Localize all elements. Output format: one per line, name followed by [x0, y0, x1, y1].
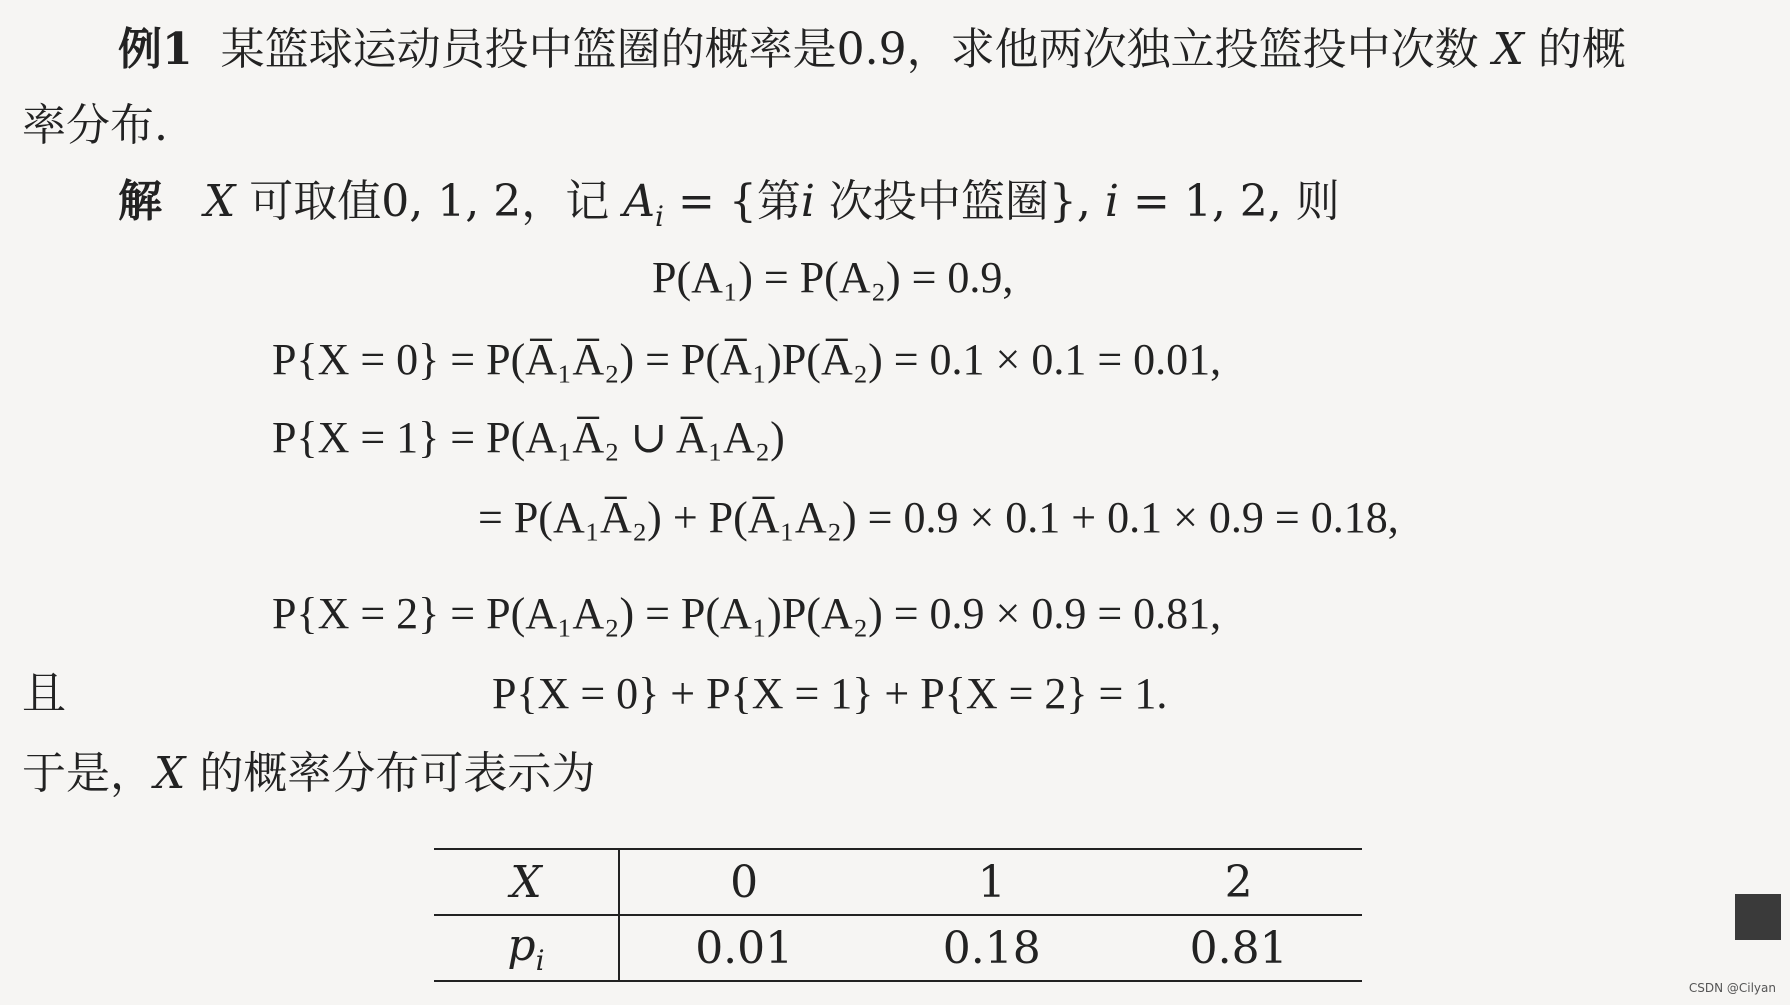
table-header-x: X [434, 849, 619, 915]
equation-5: P{X = 2} = P(A₁A₂) = P(A₁)P(A₂) = 0.9 × 0.9 = 0.81, [272, 589, 1222, 638]
table-header-p: $p_i$ [434, 915, 619, 981]
table-row [434, 915, 1362, 981]
problem-line-2 [22, 98, 168, 154]
solution-text: 可取值0, 1, 2，记 [249, 176, 610, 227]
index-i-2: i [1104, 176, 1119, 227]
solution-text-2: 次投中篮圈}, [828, 176, 1105, 227]
solution-line [118, 174, 1340, 245]
equation-3: P{X = 1} = P(A₁A̅₂ ∪ A̅₁A₂) [272, 413, 785, 462]
variable-x: X [1492, 24, 1524, 75]
conclusion-text: 于是， [22, 748, 154, 799]
qed-square-icon [1735, 894, 1781, 940]
table-row [434, 849, 1362, 915]
example-label: 例1 [118, 24, 193, 75]
equation-6: P{X = 0} + P{X = 1} + P{X = 2} = 1. [492, 669, 1168, 718]
solution-text-3: = 1, 2, 则 [1132, 176, 1340, 227]
equation-1: P(A₁) = P(A₂) = 0.9, [652, 253, 1014, 302]
conclusion-text-2: 的概率分布可表示为 [199, 748, 596, 799]
watermark: CSDN @Cilyan [1688, 981, 1776, 995]
table-cell: 0.01 [695, 922, 794, 974]
problem-text-end: 率分布. [22, 100, 168, 151]
equation-2: P{X = 0} = P(A̅₁A̅₂) = P(A̅₁)P(A̅₂) = 0.1 × 0.1 = 0.01, [272, 335, 1222, 384]
table-cell: 0.81 [1189, 922, 1288, 974]
variable-x: X [203, 176, 236, 227]
table-cell: 0.18 [942, 922, 1041, 974]
table-cell: 0 [619, 849, 868, 915]
problem-text-cont: 的概 [1537, 24, 1626, 75]
and-label: 且 [22, 668, 66, 719]
event-a: A [623, 176, 656, 227]
problem-line-1 [118, 22, 1626, 78]
distribution-table [434, 848, 1362, 982]
problem-text: 某篮球运动员投中篮圈的概率是0.9，求他两次独立投篮投中次数 [220, 24, 1479, 75]
conclusion-line [22, 746, 595, 802]
solution-eq: = {第 [677, 176, 801, 227]
index-i: i [800, 176, 815, 227]
table-cell: 2 [1115, 849, 1362, 915]
variable-x: X [154, 748, 186, 799]
solution-label: 解 [118, 176, 162, 227]
event-subscript: i [655, 200, 664, 233]
table-cell: 1 [868, 849, 1115, 915]
equation-4: = P(A₁A̅₂) + P(A̅₁A₂) = 0.9 × 0.1 + 0.1 × 0.9 = 0.18, [478, 493, 1399, 542]
